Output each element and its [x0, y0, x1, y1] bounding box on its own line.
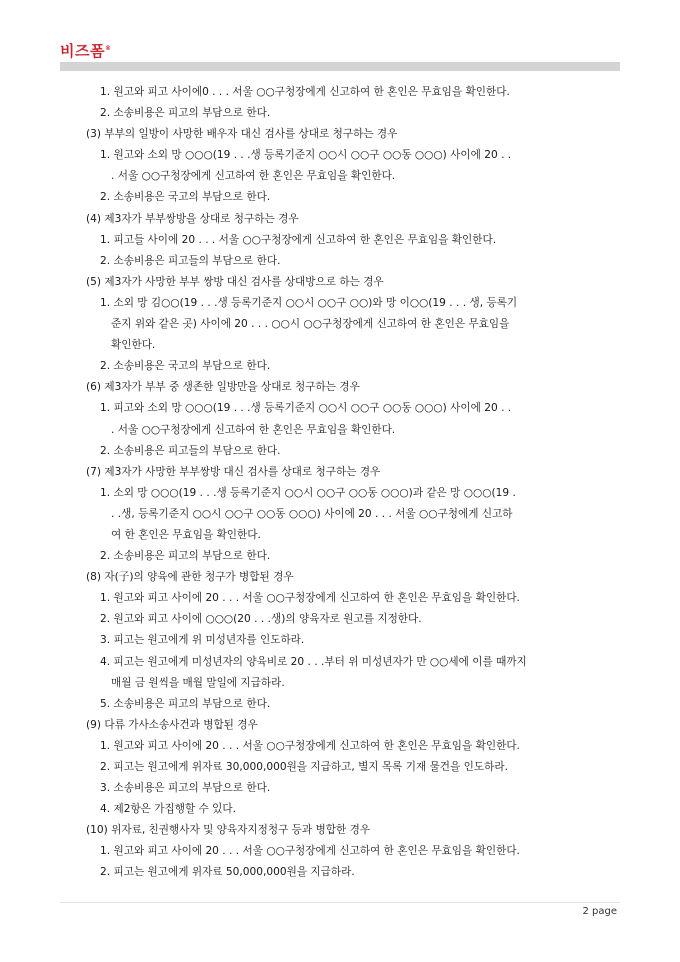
list-item: 1. 원고와 피고 사이에0 . . . 서울 ○○구청장에게 신고하여 한 혼인은 무효임을 확인한다.	[100, 86, 510, 98]
section-heading: (3) 부부의 일방이 사망한 배우자 대신 검사를 상대로 청구하는 경우	[86, 128, 398, 141]
registered-mark: ®	[104, 45, 112, 52]
list-item: 2. 원고와 피고 사이에 ○○○(20 . . .생)의 양육자로 원고를 지정한다.	[100, 613, 422, 626]
list-item: 1. 소외 망 ○○○(19 . . .생 등록기준지 ○○시 ○○구 ○○동 ○○○)과 같은 망 ○○○(19 .	[100, 486, 516, 499]
list-item: 2. 소송비용은 피고들의 부담으로 한다.	[100, 254, 281, 267]
section-heading: (7) 제3자가 사망한 부부쌍방 대신 검사를 상대로 청구하는 경우	[86, 465, 381, 478]
list-item: 4. 피고는 원고에게 미성년자의 양육비로 20 . . .부터 위 미성년자가 만 ○○세에 이를 때까지	[100, 655, 527, 668]
list-item: 2. 소송비용은 피고의 부담으로 한다.	[100, 107, 271, 120]
section-heading: (9) 다류 가사소송사건과 병합된 경우	[86, 718, 258, 731]
list-item: 1. 소외 망 김○○(19 . . .생 등록기준지 ○○시 ○○구 ○○)와 망 이○○(19 . . . 생, 등록기	[100, 296, 518, 309]
section-heading: (5) 제3자가 사망한 부부 쌍방 대신 검사를 상대방으로 하는 경우	[86, 275, 384, 288]
list-item: 2. 소송비용은 피고들의 부담으로 한다.	[100, 444, 281, 457]
list-item: 2. 소송비용은 피고의 부담으로 한다.	[100, 550, 271, 563]
list-item: 2. 소송비용은 국고의 부담으로 한다.	[100, 191, 271, 204]
section-heading: (4) 제3자가 부부쌍방을 상대로 청구하는 경우	[86, 212, 299, 225]
page-number: 2 page	[582, 906, 617, 917]
logo-text: 비즈폼	[60, 42, 105, 60]
section-heading: (8) 자(子)의 양육에 관한 청구가 병합된 경우	[86, 571, 294, 584]
list-item: 3. 소송비용은 피고의 부담으로 한다.	[100, 782, 271, 795]
list-item-continuation: . 서울 ○○구청장에게 신고하여 한 혼인은 무효임을 확인한다.	[111, 170, 396, 183]
list-item: 1. 원고와 피고 사이에 20 . . . 서울 ○○구청장에게 신고하여 한 혼인은 무효임을 확인한다.	[100, 739, 520, 752]
list-item: 5. 소송비용은 피고의 부담으로 한다.	[100, 697, 271, 710]
list-item: 2. 소송비용은 국고의 부담으로 한다.	[100, 360, 271, 373]
list-item-continuation: 여 한 혼인은 무효임을 확인한다.	[111, 528, 261, 541]
list-item: 1. 원고와 피고 사이에 20 . . . 서울 ○○구청장에게 신고하여 한 혼인은 무효임을 확인한다.	[100, 592, 520, 605]
list-item-continuation: 확인한다.	[111, 339, 156, 352]
section-heading: (6) 제3자가 부부 중 생존한 일방만을 상대로 청구하는 경우	[86, 381, 360, 394]
footer-divider	[60, 902, 620, 903]
list-item-continuation: 매월 금 원씩을 매월 말일에 지급하라.	[111, 676, 285, 689]
header-bar	[60, 62, 620, 71]
list-item: 1. 원고와 피고 사이에 20 . . . 서울 ○○구청장에게 신고하여 한 혼인은 무효임을 확인한다.	[100, 845, 520, 858]
list-item-continuation: . .생, 등록기준지 ○○시 ○○구 ○○동 ○○○) 사이에 20 . . . 서울 ○○구청에게 신고하	[111, 507, 513, 520]
list-item-continuation: . 서울 ○○구청장에게 신고하여 한 혼인은 무효임을 확인한다.	[111, 423, 396, 436]
bizforms-logo	[60, 40, 111, 61]
list-item-continuation: 준지 위와 같은 곳) 사이에 20 . . . ○○시 ○○구청장에게 신고하여 한 혼인은 무효임을	[111, 318, 510, 331]
list-item: 2. 피고는 원고에게 위자료 50,000,000원을 지급하라.	[100, 866, 355, 879]
list-item: 3. 피고는 원고에게 위 미성년자를 인도하라.	[100, 634, 305, 647]
section-heading: (10) 위자료, 친권행사자 및 양육자지정청구 등과 병합한 경우	[86, 824, 371, 837]
list-item: 2. 피고는 원고에게 위자료 30,000,000원을 지급하고, 별지 목록 기재 물건을 인도하라.	[100, 761, 508, 773]
list-item: 4. 제2항은 가집행할 수 있다.	[100, 803, 237, 816]
list-item: 1. 피고들 사이에 20 . . . 서울 ○○구청장에게 신고하여 한 혼인은 무효임을 확인한다.	[100, 233, 497, 246]
document-body	[80, 82, 620, 884]
list-item: 1. 피고와 소외 망 ○○○(19 . . .생 등록기준지 ○○시 ○○구 ○○동 ○○○) 사이에 20 . .	[100, 402, 512, 415]
list-item: 1. 원고와 소외 망 ○○○(19 . . .생 등록기준지 ○○시 ○○구 ○○동 ○○○) 사이에 20 . .	[100, 149, 512, 162]
